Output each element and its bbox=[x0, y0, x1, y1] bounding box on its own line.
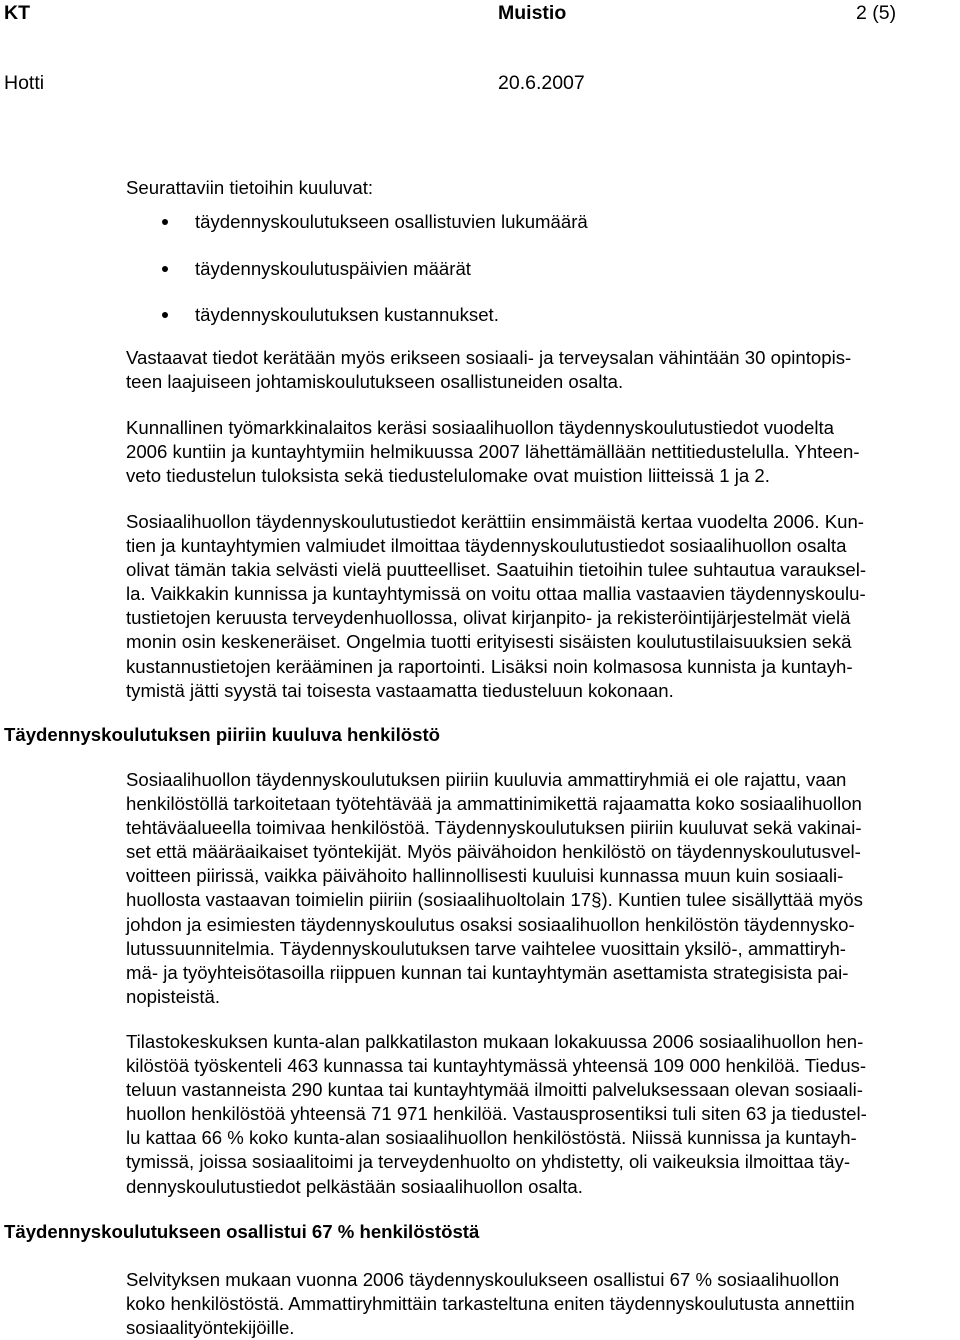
paragraph-tilastokeskus: Tilastokeskuksen kunta-alan palkkatilaston mukaan lokakuussa 2006 sosiaalihuollon hen- kilöstöä työskenteli 463 kunnassa tai kuntayhtymässä yhteensä 109 000 henkilöä. Tiedus- teluun vastanneista 290 kuntaa tai kuntayhtymää ilmoitti palveluksessaan olevan sosiaali- huollon henkilöstöä yhteensä 71 971 henkilöä. Vastausprosentiksi tuli siten 63 ja tiedustel- lu kattaa 66 % koko kunta-alan sosiaalihuollon henkilöstöstä. Niissä kunnissa ja kuntayh- tymissä, joissa sosiaalitoimi ja terveydenhuolto on yhdistetty, oli vaikeuksia ilmoittaa täy- dennyskoulutustiedot pelkästään sosiaalihuollon osalta. bbox=[126, 1031, 867, 1197]
paragraph-tietojen-laatu: Sosiaalihuollon täydennyskoulutustiedot kerättiin ensimmäistä kertaa vuodelta 2006. Kun- tien ja kuntayhtymien valmiudet ilmoittaa täydennyskoulutustiedot sosiaalihuollon osalta olivat tämän takia selvästi vielä puutteelliset. Saatuihin tietoihin tulee suhtautua varauksel- la. Vaikkakin kunnissa ja kuntayhtymissä on voitu ottaa mallia vastaavien täydennyskoulu- tustietojen keruusta terveydenhuollossa, olivat kirjanpito- ja rekisteröintijärjestelmät vielä monin osin keskeneräiset. Ongelmia tuotti erityisesti sisäisten koulutustilaisuuksien sekä kustannustietojen kerääminen ja raportointi. Lisäksi noin kolmasosa kunnista ja kuntayh- tymistä jätti syystä tai toisesta vastaamatta tiedusteluun kokonaan. bbox=[126, 511, 867, 701]
paragraph-johtamiskoulutus: Vastaavat tiedot kerätään myös erikseen sosiaali- ja terveysalan vähintään 30 opintopis- teen laajuiseen johtamiskoulutukseen osallistuneiden osalta. bbox=[126, 347, 852, 393]
bullet-icon bbox=[162, 219, 168, 225]
author: Hotti bbox=[4, 72, 45, 94]
paragraph-tiedustelu: Kunnallinen työmarkkinalaitos keräsi sosiaalihuollon täydennyskoulutustiedot vuodelta 2006 kuntiin ja kuntayhtymiin helmikuussa 2007 lähettämällään nettitiedustelulla. Yhteen- veto tiedustelun tuloksista sekä tiedustelulomake ovat muistion liitteissä 1 ja 2. bbox=[126, 417, 860, 487]
org-abbreviation: KT bbox=[4, 2, 30, 24]
paragraph-henkilosto: Sosiaalihuollon täydennyskoulutuksen piiriin kuuluvia ammattiryhmiä ei ole rajattu, vaan henkilöstöllä tarkoitetaan työtehtävää ja ammattinimikettä rajaamatta koko sosiaalihuollon tehtäväalueella toimivaa henkilöstöä. Täydennyskoulutuksen piiriin kuuluvat sekä vakinai- set että määräaikaiset työntekijät. Myös päivähoidon henkilöstö on täydennyskoulutusvel- voitteen piirissä, vaikka päivähoito hallinnollisesti kuuluisi kunnassa muun kuin sosiaali- huollosta vastaavan toimielin piiriin (sosiaalihuoltolain 17§). Kuntien tulee sisällyttää myös johdon ja esimiesten täydennyskoulutus osaksi sosiaalihuollon henkilöstön täydennysko- lutussuunnitelmia. Täydennyskoulutuksen tarve vaihtelee vuosittain yksilö-, ammattiryh- mä- ja työyhteisötasoilla riippuen kunnan tai kuntayhtymän asettamista strategisista pai- nopisteistä. bbox=[126, 769, 863, 1007]
document-type: Muistio bbox=[498, 2, 567, 24]
bullet-icon bbox=[162, 266, 168, 272]
list-item: täydennyskoulutuspäivien määrät bbox=[126, 260, 826, 282]
paragraph-osallistuminen: Selvityksen mukaan vuonna 2006 täydennyskoulukseen osallistui 67 % sosiaalihuollon koko henkilöstöstä. Ammattiryhmittäin tarkasteltuna eniten täydennyskoulutusta annettiin sosiaalityöntekijöille. bbox=[126, 1269, 855, 1339]
section-heading-henkilosto: Täydennyskoulutuksen piiriin kuuluva henkilöstö bbox=[4, 724, 440, 745]
bullet-icon bbox=[162, 312, 168, 318]
document-date: 20.6.2007 bbox=[498, 72, 585, 94]
list-item: täydennyskoulutukseen osallistuvien lukumäärä bbox=[126, 213, 826, 235]
section-heading-osallistuminen: Täydennyskoulutukseen osallistui 67 % henkilöstöstä bbox=[4, 1221, 480, 1242]
page-number: 2 (5) bbox=[856, 2, 897, 24]
list-item: täydennyskoulutuksen kustannukset. bbox=[126, 306, 826, 328]
intro-text: Seurattaviin tietoihin kuuluvat: bbox=[126, 177, 374, 198]
